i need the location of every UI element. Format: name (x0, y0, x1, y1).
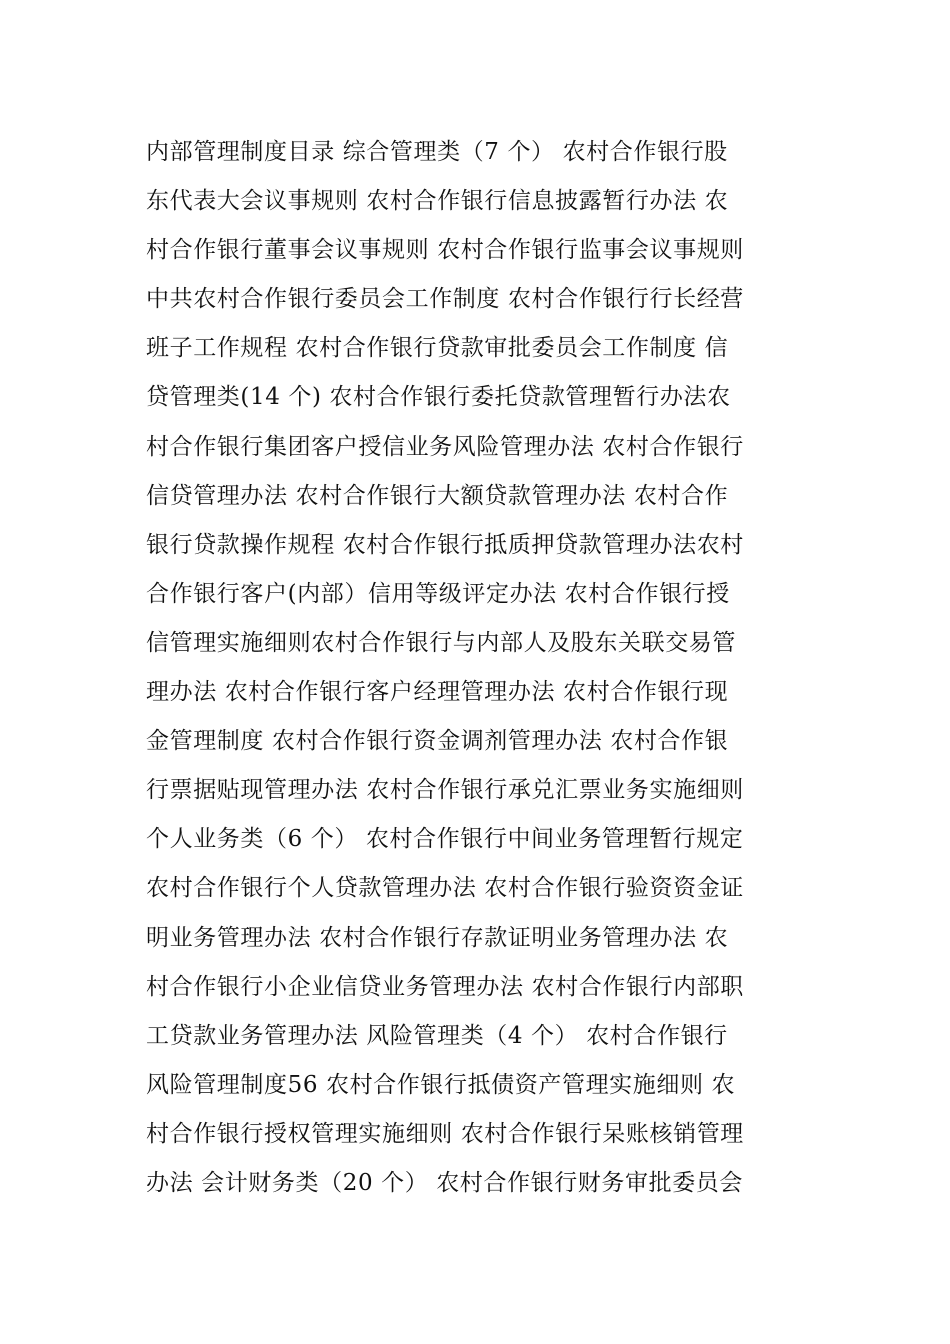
text-line: 风险管理制度56 农村合作银行抵债资产管理实施细则 农 (146, 1071, 736, 1098)
text-line: 个人业务类（6 个） 农村合作银行中间业务管理暂行规定 (146, 826, 744, 853)
text-line: 银行贷款操作规程 农村合作银行抵质押贷款管理办法农村 (146, 531, 744, 558)
text-line: 班子工作规程 农村合作银行贷款审批委员会工作制度 信 (146, 335, 729, 362)
text-line: 明业务管理办法 农村合作银行存款证明业务管理办法 农 (146, 924, 729, 951)
text-line: 办法 会计财务类（20 个） 农村合作银行财务审批委员会 (146, 1169, 743, 1196)
text-line: 内部管理制度目录 综合管理类（7 个） 农村合作银行股 (146, 139, 728, 165)
text-line: 村合作银行集团客户授信业务风险管理办法 农村合作银行 (146, 433, 744, 460)
text-line: 行票据贴现管理办法 农村合作银行承兑汇票业务实施细则 (146, 777, 744, 804)
text-line: 合作银行客户(内部）信用等级评定办法 农村合作银行授 (146, 580, 730, 607)
text-line: 理办法 农村合作银行客户经理管理办法 农村合作银行现 (146, 679, 729, 706)
document-body (146, 128, 806, 1208)
text-line: 金管理制度 农村合作银行资金调剂管理办法 农村合作银 (146, 728, 729, 755)
text-line: 中共农村合作银行委员会工作制度 农村合作银行行长经营 (146, 286, 744, 313)
text-line: 村合作银行董事会议事规则 农村合作银行监事会议事规则 (146, 237, 744, 264)
text-line: 工贷款业务管理办法 风险管理类（4 个） 农村合作银行 (146, 1022, 728, 1049)
text-line: 贷管理类(14 个) 农村合作银行委托贷款管理暂行办法农 (146, 384, 731, 411)
text-line: 农村合作银行个人贷款管理办法 农村合作银行验资资金证 (146, 875, 744, 902)
text-line: 村合作银行授权管理实施细则 农村合作银行呆账核销管理 (146, 1120, 744, 1147)
text-line: 东代表大会议事规则 农村合作银行信息披露暂行办法 农 (146, 188, 729, 215)
text-line: 信贷管理办法 农村合作银行大额贷款管理办法 农村合作 (146, 482, 729, 509)
text-line: 村合作银行小企业信贷业务管理办法 农村合作银行内部职 (146, 973, 744, 1000)
text-line: 信管理实施细则农村合作银行与内部人及股东关联交易管 (146, 629, 736, 656)
